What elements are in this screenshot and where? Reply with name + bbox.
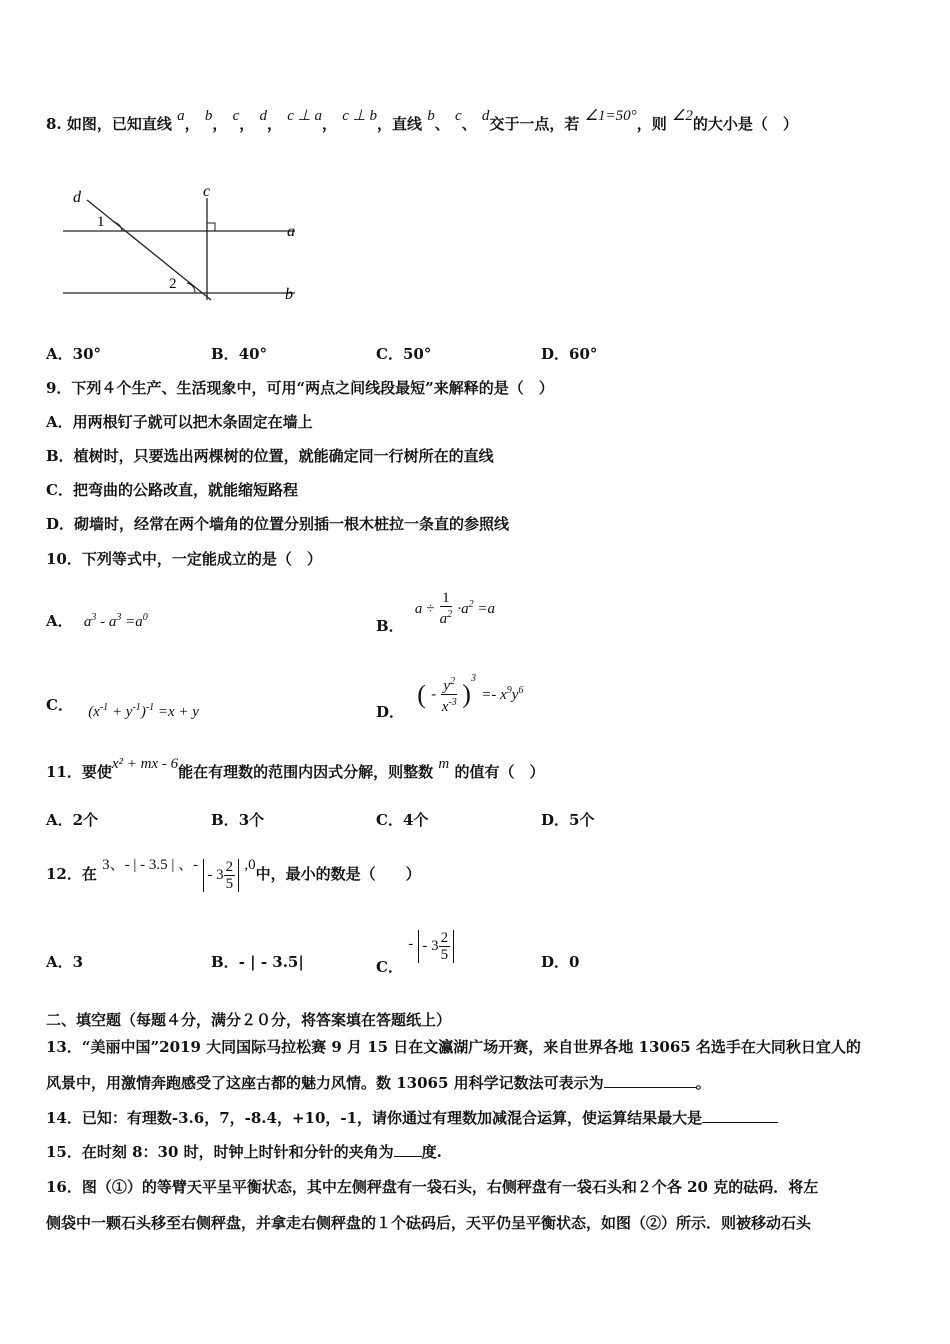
q9-option-c: C．把弯曲的公路改直，就能缩短路程 [46, 481, 298, 499]
q8-stem: 8. 如图，已知直线 a， b， c， d， c ⊥ a， c ⊥ b，直线 b、 c、 d交于一点，若 ∠1=50°，则 ∠2的大小是（ ） [46, 108, 798, 133]
q8-line-c: c [232, 108, 240, 124]
q13-line-2: 风景中，用激情奔跑感受了这座古都的魅力风情。数 13065 用科学记数法可表示为 。 [46, 1074, 711, 1092]
q16-line-1: 16．图（①）的等臂天平呈平衡状态，其中左侧秤盘有一袋石头，右侧秤盘有一袋石头和２个各 20 克的砝码．将左 [46, 1178, 819, 1196]
label-1: 1 [97, 214, 105, 230]
q12-option-c: C． - - 3 $\frac{2}{5}$ [376, 930, 454, 976]
q12-option-b: B．- | - 3.5| [211, 953, 304, 971]
section-title: 二、填空题（每题４分，满分２０分，将答案填在答题纸上） [46, 1011, 452, 1029]
right-angle-mark [207, 223, 215, 231]
q10-option-c: C． $(x^{-1} + y^{-1})^{-1} =x + y$ [46, 696, 199, 720]
q8-text-4: ，则 [636, 115, 667, 133]
q8-angle-1: ∠1=50° [584, 108, 637, 124]
q8-line-a: a [177, 108, 185, 124]
q11-option-c: C．4个 [376, 811, 429, 829]
q8-line-d: d [259, 108, 268, 124]
label-2: 2 [169, 276, 177, 292]
q8-option-d: D．60° [541, 345, 598, 363]
q8-angle-2: ∠2 [671, 108, 693, 124]
q10-option-a: A． $a^3 - a^3 =a^0$ [46, 612, 148, 630]
q9-option-b: B．植树时，只要选出两棵树的位置，就能确定同一行树所在的直线 [46, 447, 494, 465]
q8-option-a: A．30° [46, 345, 102, 363]
fraction: $\frac{y^2}{x^{-3}}$ [441, 676, 457, 715]
q8-text-3: 交于一点，若 [489, 115, 580, 133]
q11-option-a: A．2个 [46, 811, 99, 829]
q8-option-c: C．50° [376, 345, 432, 363]
q10-option-b: B． a ÷ $\frac{1}{a^2}$ $\cdot a^2 =a$ [376, 590, 495, 635]
answer-blank[interactable] [604, 1073, 696, 1088]
q15: 15．在时刻 8：30 时，时钟上时针和分针的夹角为 度. [46, 1143, 442, 1161]
q8-figure [55, 180, 315, 310]
q10-option-d: D． ( - $\frac{y^2}{x^{-3}}$ )$^3 =- x^9y^6$ [376, 672, 524, 721]
q12-option-a: A．3 [46, 953, 84, 971]
q11-expression: x² + mx - 6 [111, 756, 179, 772]
answer-blank[interactable] [394, 1142, 422, 1157]
line-d [87, 200, 211, 300]
q8-line-b: b [204, 108, 213, 124]
q10-stem: 10．下列等式中，一定能成立的是（ ） [46, 550, 322, 568]
q8-line2-b: b [427, 108, 435, 124]
q8-line2-d: d [481, 108, 490, 124]
label-b: b [285, 286, 293, 303]
q11-stem: 11．要使x² + mx - 6能在有理数的范围内因式分解，则整数 m 的值有（ ） [46, 756, 545, 781]
q9-option-a: A．用两根钉子就可以把木条固定在墙上 [46, 413, 313, 431]
fraction: $\frac{1}{a^2}$ [439, 590, 453, 627]
q14: 14．已知：有理数-3.6，7，-8.4，+10，-1，请你通过有理数加减混合运算，使运算结果最大是 [46, 1108, 778, 1128]
angle-1-arc [113, 222, 122, 231]
label-c: c [203, 183, 211, 200]
answer-blank[interactable] [702, 1108, 778, 1123]
label-a: a [287, 223, 295, 240]
q11-option-d: D．5个 [541, 811, 595, 829]
label-d: d [73, 189, 81, 206]
q9-stem: 9．下列４个生产、生活现象中，可用“两点之间线段最短”来解释的是（ ） [46, 379, 554, 397]
q13-line-1: 13．“美丽中国”2019 大同国际马拉松赛 9 月 15 日在文瀛湖广场开赛，来自世界各地 13065 名选手在大同秋日宜人的 [46, 1038, 861, 1056]
q12-option-d: D．0 [541, 953, 580, 971]
q8-condition-2: c ⊥ b [342, 108, 377, 124]
q16-line-2: 侧袋中一颗石头移至右侧秤盘，并拿走右侧秤盘的１个砝码后，天平仍呈平衡状态，如图（②）所示．则被移动石头 [46, 1214, 812, 1232]
q8-option-b: B．40° [211, 345, 268, 363]
q8-text-2: ，直线 [376, 115, 422, 133]
q8-text-1: 如图，已知直线 [66, 115, 172, 133]
q12-stem: 12．在 3、- | - 3.5 | 、- - 3 $\frac{2}{5}$ ,0中，最小的数是（ ） [46, 857, 421, 892]
q9-option-d: D．砌墙时，经常在两个墙角的位置分别插一根木桩拉一条直的参照线 [46, 515, 510, 533]
q11-variable-m: m [438, 756, 450, 772]
angle-2-arc [187, 283, 195, 293]
q8-condition-1: c ⊥ a [287, 108, 322, 124]
q8-text-5: 的大小是（ ） [692, 115, 798, 133]
q8-line2-c: c [454, 108, 462, 124]
q11-option-b: B．3个 [211, 811, 265, 829]
q8-number: 8. [46, 115, 62, 133]
